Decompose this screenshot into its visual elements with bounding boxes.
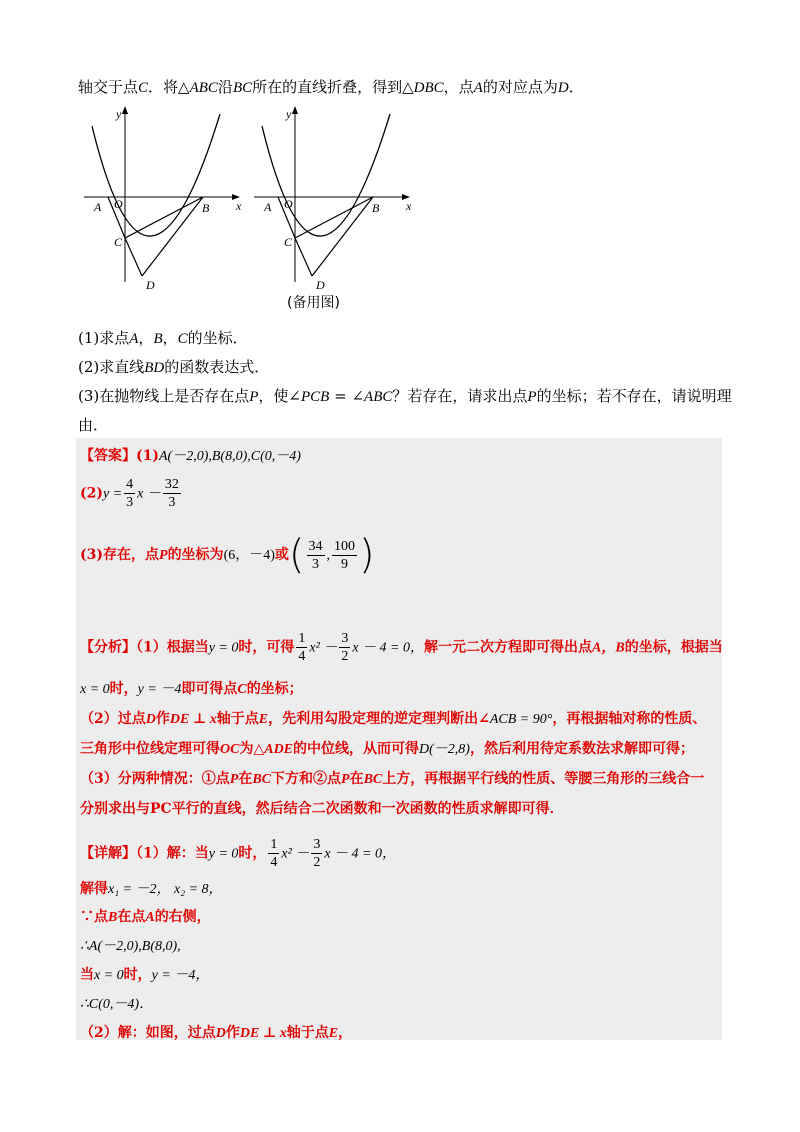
label-y: y bbox=[116, 107, 122, 121]
label-x: x bbox=[406, 199, 412, 213]
answer-math: y = bbox=[103, 486, 123, 502]
intro-text: 沿 bbox=[217, 78, 233, 96]
var-C: C bbox=[237, 682, 247, 697]
numerator: 3 bbox=[313, 837, 321, 852]
analysis-line-1 bbox=[80, 630, 723, 665]
parabola-curve bbox=[262, 114, 390, 236]
analysis-math: D(－2,8) bbox=[419, 742, 470, 757]
var-AB: A，B bbox=[592, 640, 625, 656]
analysis-text: ，再根据轴对称的性质、 bbox=[552, 711, 707, 727]
analysis-text: 为△ bbox=[239, 741, 265, 757]
answer-line-1 bbox=[80, 445, 301, 465]
detail-text: （1）解：当 bbox=[136, 845, 209, 862]
detail-text: 时， bbox=[123, 967, 152, 983]
denominator: 3 bbox=[312, 556, 319, 572]
fraction bbox=[311, 836, 322, 871]
answer-line-3 bbox=[80, 532, 375, 578]
detail-line-7 bbox=[80, 1022, 352, 1042]
var-ADE: ADE bbox=[264, 742, 294, 757]
intro-text: ． bbox=[568, 78, 584, 96]
analysis-tag: 【分析】 bbox=[80, 639, 136, 656]
q-text: (3)在抛物线上是否存在点 bbox=[78, 387, 250, 405]
detail-text: 解得 bbox=[80, 881, 108, 897]
fraction bbox=[268, 836, 279, 871]
var-A: A bbox=[129, 331, 139, 347]
var-ABC: ABC bbox=[364, 389, 393, 405]
var-E: E bbox=[258, 712, 269, 727]
analysis-text: 下方和②点 bbox=[271, 771, 341, 787]
detail-text: 时， bbox=[238, 845, 267, 862]
label-y: y bbox=[286, 107, 292, 121]
label-D: D bbox=[146, 278, 155, 292]
denominator: 4 bbox=[270, 855, 278, 870]
q-text: ， bbox=[162, 329, 178, 347]
analysis-text: 的坐标，根据当 bbox=[624, 639, 723, 656]
detail-text: 在点 bbox=[117, 909, 146, 925]
var-E: E bbox=[328, 1026, 339, 1041]
detail-tag: 【详解】 bbox=[80, 845, 136, 862]
intro-text: 的对应点为 bbox=[482, 78, 558, 96]
q-text: ， bbox=[138, 329, 154, 347]
comma: , bbox=[326, 548, 330, 563]
q-text: 由． bbox=[78, 416, 109, 434]
analysis-math: y = 0 bbox=[208, 640, 239, 656]
label-C: C bbox=[284, 235, 293, 249]
q-text: 的函数表达式． bbox=[164, 358, 270, 376]
var-B: B bbox=[108, 910, 118, 925]
intro-text: 所在的直线折叠，得到△ bbox=[252, 78, 414, 96]
figure-caption: (备用图) bbox=[287, 295, 340, 311]
denominator: 2 bbox=[313, 855, 321, 870]
answer-text: 或 bbox=[274, 547, 289, 563]
analysis-text: 分别求出与PC平行的直线，然后结合二次函数和一次函数的性质求解即可得． bbox=[80, 801, 564, 817]
q-text: 的坐标；若不存在，请说明理 bbox=[536, 387, 732, 405]
var-D: D bbox=[145, 712, 156, 727]
var-BC: BC bbox=[363, 772, 383, 787]
fraction bbox=[163, 476, 181, 511]
var-C: C bbox=[138, 80, 149, 96]
var-P: P bbox=[341, 772, 350, 787]
question-3 bbox=[78, 385, 732, 406]
q-text: (2)求直线 bbox=[78, 358, 145, 376]
label-O: O bbox=[284, 197, 293, 211]
analysis-text: （2）过点 bbox=[80, 711, 146, 727]
answer-label: (2) bbox=[80, 485, 103, 502]
var-A: A bbox=[473, 80, 483, 96]
analysis-text: ，先利用勾股定理的逆定理判断出∠ bbox=[268, 711, 490, 727]
segment-CD bbox=[295, 238, 312, 276]
var-P: P bbox=[159, 548, 168, 563]
q-text: ，使∠ bbox=[258, 387, 301, 405]
question-2 bbox=[78, 356, 269, 377]
analysis-text: ，然后利用待定系数法求解即可得； bbox=[469, 741, 694, 757]
analysis-text: 解一元二次方程即可得出点 bbox=[424, 639, 593, 656]
var-D: D bbox=[215, 1026, 226, 1041]
detail-line-2 bbox=[80, 878, 223, 898]
numerator: 4 bbox=[126, 477, 134, 492]
segment-BC bbox=[125, 197, 203, 238]
detail-text: ∵点 bbox=[80, 909, 108, 925]
var-P: P bbox=[249, 389, 259, 405]
denominator: 2 bbox=[341, 649, 349, 664]
detail-math: x₁ = －2， x₂ = 8， bbox=[108, 882, 223, 897]
y-arrow-icon bbox=[292, 106, 298, 114]
detail-text: ， bbox=[338, 1025, 353, 1041]
parabola-curve bbox=[92, 114, 220, 236]
answer-label: (3)存在，点 bbox=[80, 547, 159, 563]
q-text: = ∠ bbox=[329, 387, 365, 405]
var-OC: OC bbox=[220, 742, 240, 757]
var-DE: DE ⊥ x bbox=[169, 712, 217, 727]
analysis-text: 时， bbox=[109, 681, 138, 697]
answer-math: A(－2,0),B(8,0),C(0,－4) bbox=[159, 449, 301, 464]
analysis-text: 作 bbox=[155, 711, 170, 727]
var-C: C bbox=[177, 331, 188, 347]
answer-tag: 【答案】 bbox=[80, 448, 136, 464]
numerator: 32 bbox=[164, 477, 179, 492]
var-BC: BC bbox=[232, 80, 253, 96]
detail-math: x = 0 bbox=[94, 968, 124, 983]
fraction bbox=[339, 630, 350, 665]
analysis-text: 时，可得 bbox=[238, 639, 295, 656]
analysis-line-6 bbox=[80, 798, 564, 818]
label-B: B bbox=[372, 201, 380, 215]
label-A: A bbox=[264, 200, 272, 214]
analysis-math: y = －4 bbox=[137, 682, 182, 697]
detail-line-3 bbox=[80, 906, 211, 926]
figure-left bbox=[80, 104, 250, 294]
q-text: 的坐标． bbox=[187, 329, 248, 347]
analysis-math: x² － bbox=[309, 640, 338, 656]
analysis-line-5 bbox=[80, 768, 704, 788]
fraction bbox=[124, 476, 135, 511]
detail-text: 作 bbox=[225, 1025, 240, 1041]
label-B: B bbox=[202, 201, 210, 215]
denominator: 3 bbox=[126, 495, 134, 510]
var-B: B bbox=[153, 331, 163, 347]
detail-line-4 bbox=[80, 935, 181, 955]
label-C: C bbox=[114, 235, 123, 249]
figure-right bbox=[250, 104, 420, 294]
analysis-math: ACB = 90° bbox=[489, 712, 553, 727]
var-DE: DE ⊥ x bbox=[239, 1026, 287, 1041]
detail-text: （2）解：如图，过点 bbox=[80, 1025, 216, 1041]
answer-label: (1) bbox=[136, 448, 159, 464]
numerator: 1 bbox=[270, 837, 278, 852]
analysis-text: 三角形中位线定理可得 bbox=[80, 741, 220, 757]
var-BD: BD bbox=[144, 360, 165, 376]
answer-math: (6，－4) bbox=[223, 548, 275, 563]
detail-math: y = －4， bbox=[151, 968, 210, 983]
label-x: x bbox=[236, 199, 242, 213]
analysis-line-2 bbox=[80, 678, 303, 698]
denominator: 3 bbox=[168, 495, 176, 510]
label-O: O bbox=[114, 197, 123, 211]
analysis-line-4 bbox=[80, 738, 694, 758]
detail-line-1 bbox=[80, 836, 396, 871]
parabola-diagram-backup bbox=[250, 104, 420, 294]
var-P: P bbox=[229, 772, 239, 787]
fraction bbox=[307, 538, 325, 573]
detail-text: 轴于点 bbox=[286, 1025, 329, 1041]
numerator: 100 bbox=[334, 538, 355, 554]
paren-close: ) bbox=[359, 532, 375, 578]
question-3-continued bbox=[78, 414, 108, 435]
y-arrow-icon bbox=[122, 106, 128, 114]
analysis-text: 即可得点 bbox=[181, 681, 238, 697]
q-text: ？若存在，请求出点 bbox=[392, 387, 528, 405]
analysis-text: （1）根据当 bbox=[136, 639, 209, 656]
detail-math: ∴A(－2,0),B(8,0), bbox=[80, 939, 181, 954]
analysis-math: x － 4 = 0， bbox=[352, 640, 425, 656]
paren-open: ( bbox=[288, 532, 305, 578]
q-text: (1)求点 bbox=[78, 329, 130, 347]
detail-math: ∴C(0,－4)． bbox=[80, 997, 154, 1012]
intro-text: ，点 bbox=[443, 78, 474, 96]
segment-BC bbox=[295, 197, 373, 238]
analysis-text: 在 bbox=[238, 771, 253, 787]
numerator: 1 bbox=[298, 631, 306, 646]
analysis-text: 的坐标； bbox=[246, 681, 303, 697]
detail-text: 的右侧， bbox=[154, 909, 211, 925]
segment-CD bbox=[125, 238, 142, 276]
fraction bbox=[296, 630, 307, 665]
analysis-text: 上方，再根据平行线的性质、等腰三角形的三线合一 bbox=[382, 771, 705, 787]
denominator: 4 bbox=[298, 649, 306, 664]
detail-text: 当 bbox=[80, 967, 94, 983]
analysis-text: 的中位线，从而可得 bbox=[293, 741, 420, 757]
analysis-text: 在 bbox=[349, 771, 364, 787]
detail-line-5 bbox=[80, 964, 209, 984]
detail-math: y = 0 bbox=[208, 846, 239, 862]
fraction bbox=[332, 538, 357, 573]
analysis-math: x = 0 bbox=[80, 682, 110, 697]
var-P: P bbox=[527, 389, 537, 405]
denominator: 9 bbox=[341, 556, 348, 572]
var-DBC: DBC bbox=[413, 80, 444, 96]
intro-text: 轴交于点 bbox=[78, 78, 139, 96]
answer-line-2 bbox=[80, 476, 183, 511]
var-D: D bbox=[557, 80, 569, 96]
numerator: 34 bbox=[308, 538, 323, 554]
label-A: A bbox=[94, 200, 102, 214]
analysis-line-3 bbox=[80, 708, 706, 728]
label-D: D bbox=[316, 278, 325, 292]
var-PCB: PCB bbox=[301, 389, 330, 405]
parabola-diagram bbox=[80, 104, 250, 294]
analysis-text: （3）分两种情况：①点 bbox=[80, 771, 230, 787]
answer-text: 的坐标为 bbox=[167, 547, 224, 563]
detail-math: x² － bbox=[281, 846, 310, 862]
answer-math: x － bbox=[137, 486, 161, 502]
question-1 bbox=[78, 327, 248, 348]
detail-math: x － 4 = 0， bbox=[324, 846, 397, 862]
intro-text: ．将△ bbox=[148, 78, 190, 96]
intro-line bbox=[78, 76, 584, 97]
detail-line-6 bbox=[80, 993, 153, 1013]
var-ABC: ABC bbox=[189, 80, 218, 96]
var-A: A bbox=[145, 910, 155, 925]
var-BC: BC bbox=[252, 772, 271, 787]
numerator: 3 bbox=[341, 631, 349, 646]
analysis-text: 轴于点 bbox=[216, 711, 259, 727]
